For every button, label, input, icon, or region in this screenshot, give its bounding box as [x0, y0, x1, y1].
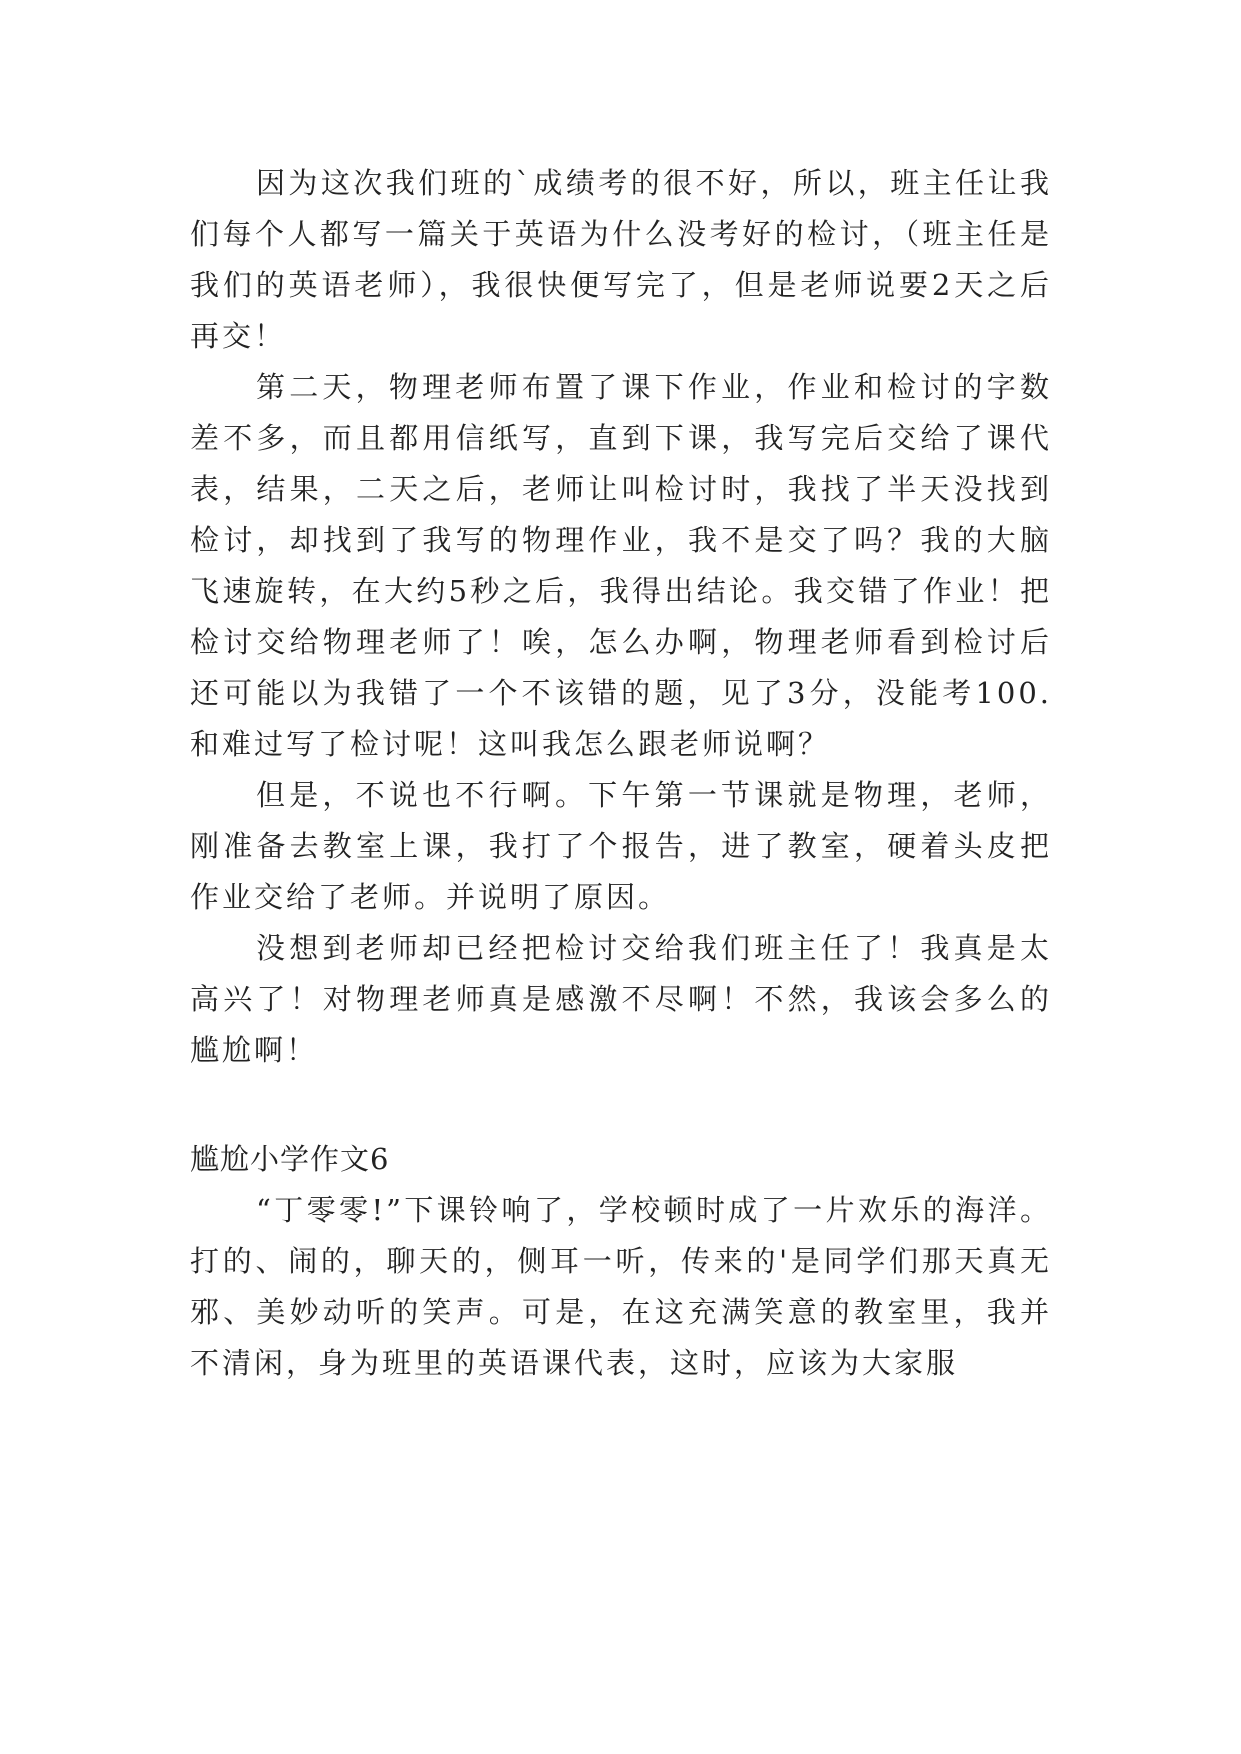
- paragraph: “丁零零!”下课铃响了，学校顿时成了一片欢乐的海洋。打的、闹的，聊天的，侧耳一听，传来的'是同学们那天真无邪、美妙动听的笑声。可是，在这充满笑意的教室里，我并不清闲，身为班里的英语课代表，这时，应该为大家服: [190, 1193, 1052, 1380]
- paragraph: 第二天，物理老师布置了课下作业，作业和检讨的字数差不多，而且都用信纸写，直到下课，我写完后交给了课代表，结果，二天之后，老师让叫检讨时，我找了半天没找到检讨，却找到了我写的物理作业，我不是交了吗？我的大脑飞速旋转，在大约5秒之后，我得出结论。我交错了作业！把检讨交给物理老师了！唉，怎么办啊，物理老师看到检讨后还可能以为我错了一个不该错的题，见了3分，没能考100.和难过写了检讨呢！这叫我怎么跟老师说啊？: [190, 370, 1052, 761]
- paragraph: 因为这次我们班的`成绩考的很不好，所以，班主任让我们每个人都写一篇关于英语为什么没考好的检讨，（班主任是我们的英语老师），我很快便写完了，但是老师说要2天之后再交！: [190, 166, 1052, 353]
- paragraph: 但是，不说也不行啊。下午第一节课就是物理，老师，刚准备去教室上课，我打了个报告，进了教室，硬着头皮把作业交给了老师。并说明了原因。: [190, 778, 1052, 914]
- section-heading: 尴尬小学作文6: [190, 1142, 390, 1176]
- paragraph: 没想到老师却已经把检讨交给我们班主任了！我真是太高兴了！对物理老师真是感激不尽啊！不然，我该会多么的尴尬啊！: [190, 931, 1052, 1067]
- article-body: [190, 158, 1052, 1389]
